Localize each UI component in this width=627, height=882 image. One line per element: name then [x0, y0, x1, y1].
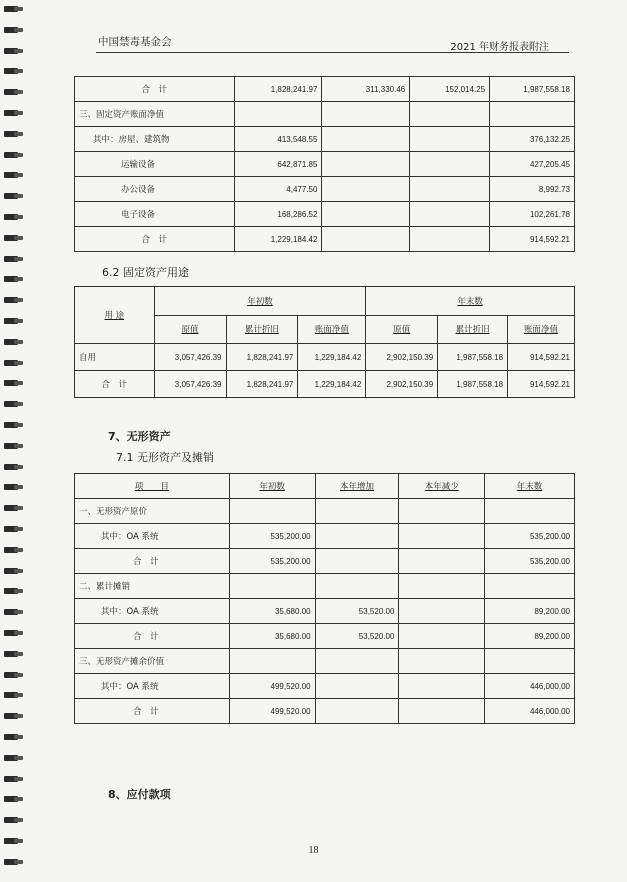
- cell: [315, 499, 399, 524]
- cell: [322, 202, 410, 227]
- binding-ring: [4, 318, 18, 324]
- cell: 2,902,150.39: [366, 344, 438, 371]
- row-label: 其中：OA 系统: [75, 524, 230, 549]
- col-accum-dep: 累计折旧: [438, 315, 508, 344]
- cell: 311,330.46: [322, 77, 410, 102]
- cell: [315, 674, 399, 699]
- cell: 914,592.21: [508, 344, 575, 371]
- col-original: 原值: [366, 315, 438, 344]
- binding-ring: [4, 110, 18, 116]
- row-label: 二、累计摊销: [75, 574, 230, 599]
- cell: 1,229,184.42: [298, 371, 366, 398]
- binding-ring: [4, 484, 18, 490]
- cell: [229, 499, 315, 524]
- row-label: 其中：OA 系统: [75, 599, 230, 624]
- cell: 168,286.52: [234, 202, 322, 227]
- year-end-header: 年末数: [366, 287, 575, 316]
- table-row: [75, 227, 575, 252]
- cell: [399, 574, 485, 599]
- row-label: 办公设备: [75, 177, 235, 202]
- cell: 1,229,184.42: [298, 344, 366, 371]
- binding-ring: [4, 526, 18, 532]
- binding-ring: [4, 172, 18, 178]
- cell: [485, 499, 575, 524]
- cell: [322, 102, 410, 127]
- cell: [322, 227, 410, 252]
- col-item: 项 目: [75, 474, 230, 499]
- table-header-row: [75, 474, 575, 499]
- cell: 1,229,184.42: [234, 227, 322, 252]
- cell: 914,592.21: [490, 227, 575, 252]
- binding-ring: [4, 443, 18, 449]
- row-label: 合 计: [75, 549, 230, 574]
- table-row: [75, 102, 575, 127]
- binding-ring: [4, 588, 18, 594]
- col-original: 原值: [154, 315, 226, 344]
- cell: [322, 152, 410, 177]
- binding-ring: [4, 713, 18, 719]
- table-row: [75, 674, 575, 699]
- cell: [399, 499, 485, 524]
- table-row: [75, 177, 575, 202]
- table-row: [75, 624, 575, 649]
- binding-ring: [4, 464, 18, 470]
- cell: 3,057,426.39: [154, 371, 226, 398]
- page-number: 18: [308, 845, 319, 856]
- col-net: 账面净值: [508, 315, 575, 344]
- cell: [410, 202, 490, 227]
- fixed-assets-table: [74, 76, 575, 252]
- header-report-title: 2021 年财务报表附注: [450, 42, 549, 53]
- cell: [399, 649, 485, 674]
- row-label: 其中：房屋、建筑物: [75, 127, 235, 152]
- cell: [485, 649, 575, 674]
- binding-ring: [4, 297, 18, 303]
- cell: 53,520.00: [315, 624, 399, 649]
- row-label: 运输设备: [75, 152, 235, 177]
- fixed-asset-usage-table: [74, 286, 575, 398]
- cell: 102,261.78: [490, 202, 575, 227]
- row-label: 一、无形资产原价: [75, 499, 230, 524]
- cell: 446,000.00: [485, 674, 575, 699]
- cell: 1,987,558.18: [438, 371, 508, 398]
- cell: [315, 549, 399, 574]
- cell: 89,200.00: [485, 599, 575, 624]
- binding-ring: [4, 152, 18, 158]
- cell: [234, 102, 322, 127]
- table-row: [75, 699, 575, 724]
- binding-ring: [4, 838, 18, 844]
- section-7-heading: 7、无形资产: [108, 430, 171, 443]
- binding-ring: [4, 401, 18, 407]
- cell: 535,200.00: [485, 549, 575, 574]
- table-row: [75, 127, 575, 152]
- cell: 1,828,241.97: [226, 371, 298, 398]
- binding-ring: [4, 48, 18, 54]
- binding-ring: [4, 214, 18, 220]
- binding-ring: [4, 505, 18, 511]
- table-row: [75, 344, 575, 371]
- table-row: [75, 152, 575, 177]
- intangible-assets-table: [74, 473, 575, 724]
- table-row: [75, 524, 575, 549]
- cell: 642,871.85: [234, 152, 322, 177]
- binding-ring: [4, 630, 18, 636]
- cell: 1,828,241.97: [226, 344, 298, 371]
- cell: 1,987,558.18: [490, 77, 575, 102]
- cell: 89,200.00: [485, 624, 575, 649]
- cell: 8,992.73: [490, 177, 575, 202]
- binding-ring: [4, 568, 18, 574]
- cell: 1,987,558.18: [438, 344, 508, 371]
- cell: 3,057,426.39: [154, 344, 226, 371]
- row-label: 合 计: [75, 77, 235, 102]
- binding-ring: [4, 6, 18, 12]
- cell: [315, 649, 399, 674]
- table-row: [75, 599, 575, 624]
- cell: 914,592.21: [508, 371, 575, 398]
- binding-ring: [4, 817, 18, 823]
- binding-ring: [4, 609, 18, 615]
- cell: 499,520.00: [229, 674, 315, 699]
- binding-ring: [4, 796, 18, 802]
- binding-ring: [4, 547, 18, 553]
- cell: 2,902,150.39: [366, 371, 438, 398]
- cell: [410, 177, 490, 202]
- cell: [315, 524, 399, 549]
- binding-ring: [4, 68, 18, 74]
- binding-ring: [4, 360, 18, 366]
- cell: [315, 574, 399, 599]
- cell: 499,520.00: [229, 699, 315, 724]
- binding-ring: [4, 776, 18, 782]
- cell: 535,200.00: [229, 549, 315, 574]
- cell: 152,014.25: [410, 77, 490, 102]
- cell: [322, 127, 410, 152]
- binding-ring: [4, 755, 18, 761]
- col-net: 账面净值: [298, 315, 366, 344]
- binding-ring: [4, 89, 18, 95]
- cell: 446,000.00: [485, 699, 575, 724]
- cell: [410, 152, 490, 177]
- cell: 376,132.25: [490, 127, 575, 152]
- binding-ring: [4, 734, 18, 740]
- cell: [410, 227, 490, 252]
- binding-ring: [4, 422, 18, 428]
- table-row: [75, 371, 575, 398]
- cell: [410, 102, 490, 127]
- year-begin-header: 年初数: [154, 287, 366, 316]
- section-6-2-heading: 6.2 固定资产用途: [102, 266, 189, 279]
- col-year-end: 年末数: [485, 474, 575, 499]
- cell: 53,520.00: [315, 599, 399, 624]
- binding-ring: [4, 692, 18, 698]
- usage-header: 用 途: [75, 287, 155, 344]
- cell: 1,828,241.97: [234, 77, 322, 102]
- cell: 35,680.00: [229, 624, 315, 649]
- binding-ring: [4, 859, 18, 865]
- row-label: 合 计: [75, 371, 155, 398]
- row-label: 合 计: [75, 624, 230, 649]
- row-label: 其中：OA 系统: [75, 674, 230, 699]
- row-label: 自用: [75, 344, 155, 371]
- binding-ring: [4, 339, 18, 345]
- cell: 427,205.45: [490, 152, 575, 177]
- binding-ring: [4, 256, 18, 262]
- cell: [399, 624, 485, 649]
- section-8-heading: 8、应付款项: [108, 788, 171, 801]
- row-label: 合 计: [75, 227, 235, 252]
- binding-ring: [4, 276, 18, 282]
- cell: [410, 127, 490, 152]
- cell: 413,548.55: [234, 127, 322, 152]
- row-label: 三、无形资产摊余价值: [75, 649, 230, 674]
- cell: [399, 674, 485, 699]
- row-label: 三、固定资产账面净值: [75, 102, 235, 127]
- cell: [229, 574, 315, 599]
- table-row: [75, 77, 575, 102]
- row-label: 合 计: [75, 699, 230, 724]
- cell: 535,200.00: [229, 524, 315, 549]
- header-org: 中国禁毒基金会: [98, 36, 172, 48]
- header-rule: [96, 52, 569, 53]
- cell: 535,200.00: [485, 524, 575, 549]
- binding-ring: [4, 193, 18, 199]
- cell: 35,680.00: [229, 599, 315, 624]
- cell: [229, 649, 315, 674]
- cell: [399, 599, 485, 624]
- col-decrease: 本年减少: [399, 474, 485, 499]
- col-year-begin: 年初数: [229, 474, 315, 499]
- table-row: [75, 499, 575, 524]
- binding-ring: [4, 380, 18, 386]
- table-row: [75, 649, 575, 674]
- col-accum-dep: 累计折旧: [226, 315, 298, 344]
- binding-ring: [4, 651, 18, 657]
- row-label: 电子设备: [75, 202, 235, 227]
- cell: [399, 699, 485, 724]
- cell: 4,477.50: [234, 177, 322, 202]
- binding-ring: [4, 235, 18, 241]
- binding-ring: [4, 27, 18, 33]
- cell: [399, 524, 485, 549]
- cell: [322, 177, 410, 202]
- binding-ring: [4, 131, 18, 137]
- cell: [399, 549, 485, 574]
- cell: [490, 102, 575, 127]
- table-row: [75, 574, 575, 599]
- col-increase: 本年增加: [315, 474, 399, 499]
- cell: [485, 574, 575, 599]
- table-row: [75, 202, 575, 227]
- cell: [315, 699, 399, 724]
- section-7-1-heading: 7.1 无形资产及摊销: [116, 451, 214, 464]
- spiral-binding: [0, 6, 30, 876]
- table-header-row: [75, 287, 575, 316]
- binding-ring: [4, 672, 18, 678]
- table-row: [75, 549, 575, 574]
